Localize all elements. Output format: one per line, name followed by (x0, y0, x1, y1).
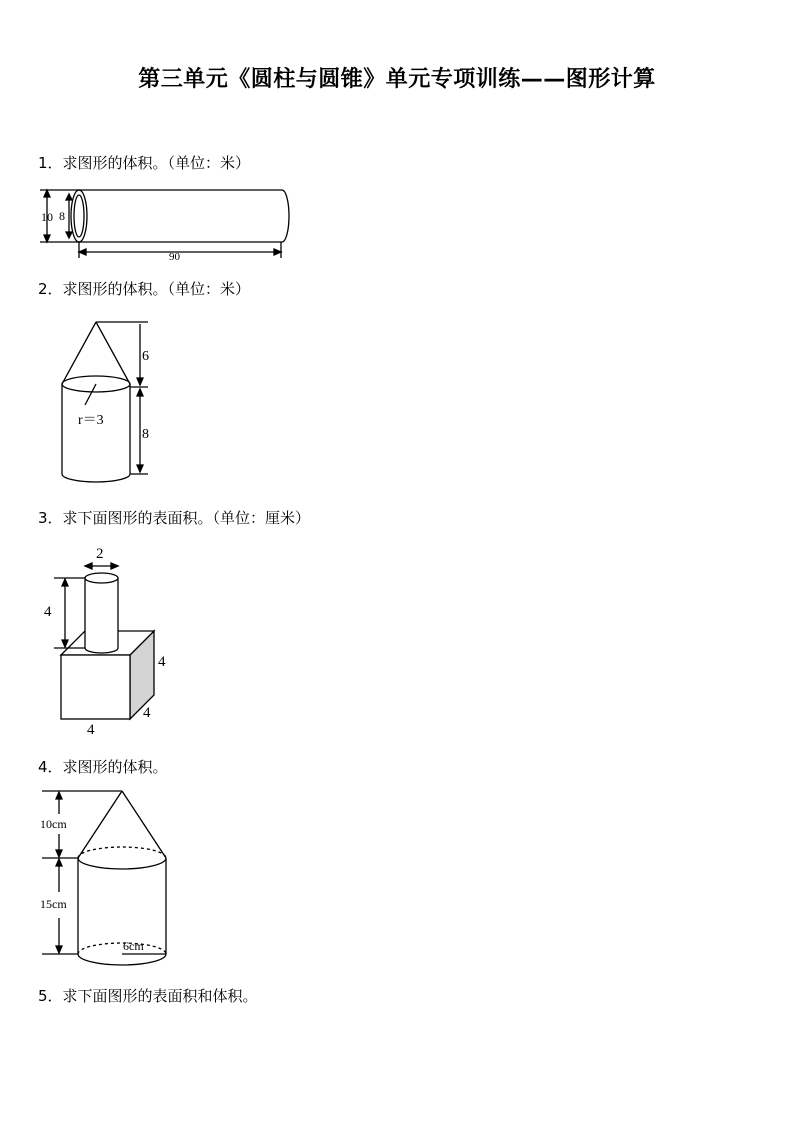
question-text: ．求图形的体积。 (47, 758, 168, 776)
arrow-head-icon (56, 946, 62, 953)
question-number: 1 (38, 154, 48, 172)
question-2 (38, 278, 250, 299)
cube-height-label: 4 (158, 654, 166, 670)
right-end (282, 190, 289, 242)
question-number: 3 (38, 509, 48, 527)
outer-label: 10 (41, 210, 53, 224)
hollow-cylinder-figure (36, 184, 296, 264)
question-text: ．求图形的体积。（单位：米） (47, 154, 251, 172)
cylinder-height-label: 8 (142, 427, 149, 442)
top-back-arc (78, 847, 166, 858)
inner-label: 8 (59, 209, 65, 223)
cube-width-label: 4 (87, 722, 95, 736)
arrow-head-icon (44, 190, 50, 197)
bottom-front-arc (78, 954, 166, 965)
question-5 (38, 985, 258, 1006)
bottom-back-arc (78, 943, 166, 954)
cone-height-label: 10cm (40, 817, 67, 831)
question-number: 5 (38, 987, 48, 1005)
inner-ellipse (74, 195, 84, 237)
arrow-head-icon (137, 378, 143, 385)
radius-label: r＝3 (78, 413, 104, 428)
top-front-arc (78, 858, 166, 869)
question-4 (38, 756, 168, 777)
arrow-head-icon (62, 640, 68, 647)
cylinder-height-label: 15cm (40, 897, 67, 911)
arrow-head-icon (56, 850, 62, 857)
cylinder-top-ellipse (85, 573, 118, 583)
cone-right-edge (96, 322, 130, 384)
cone-on-cylinder-figure (56, 318, 166, 486)
arrow-head-icon (79, 249, 86, 255)
arrow-head-icon (66, 232, 72, 238)
question-text: ．求下面图形的表面积和体积。 (47, 987, 258, 1005)
arrow-head-icon (56, 859, 62, 866)
question-number: 4 (38, 758, 48, 776)
arrow-head-icon (274, 249, 281, 255)
page-title: 第三单元《圆柱与圆锥》单元专项训练——图形计算 (138, 67, 656, 92)
question-text: ．求下面图形的表面积。（单位：厘米） (47, 509, 311, 527)
question-text: ．求图形的体积。（单位：米） (47, 280, 251, 298)
arrow-head-icon (44, 235, 50, 242)
question-3 (38, 507, 310, 528)
arrow-head-icon (85, 563, 92, 569)
arrow-head-icon (56, 792, 62, 799)
question-1 (38, 152, 250, 173)
diameter-label: 2 (96, 546, 104, 562)
arrow-head-icon (111, 563, 118, 569)
arrow-head-icon (62, 579, 68, 586)
arrow-head-icon (137, 389, 143, 396)
radius-label: 6cm (123, 939, 144, 953)
cube-depth-label: 4 (143, 705, 151, 721)
cone-left-edge (62, 322, 96, 384)
cylinder-height-label: 4 (44, 604, 52, 620)
bottom-arc (62, 474, 130, 482)
cube-front-face (61, 655, 130, 719)
arrow-head-icon (137, 465, 143, 472)
question-number: 2 (38, 280, 48, 298)
cylinder-on-cube-figure (38, 540, 178, 736)
cone-height-label: 6 (142, 349, 149, 364)
radius-line (85, 384, 96, 405)
arrow-head-icon (66, 194, 72, 200)
length-label: 90 (169, 251, 180, 263)
cone-on-cylinder-figure-cm (38, 786, 178, 972)
